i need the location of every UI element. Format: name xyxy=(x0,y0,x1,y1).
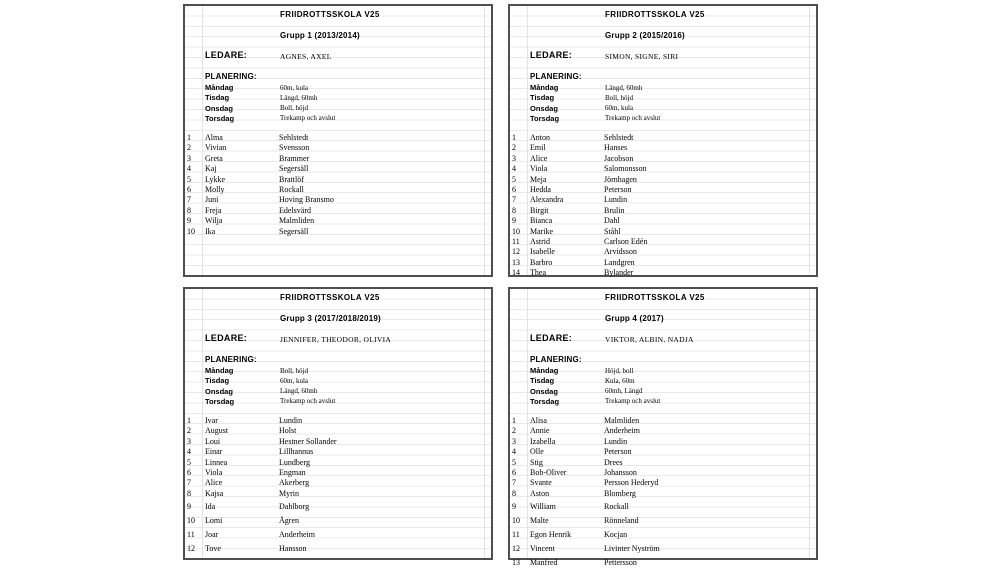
ledare-names: SIMON, SIGNE, SIRI xyxy=(605,52,679,61)
last-name: Lundberg xyxy=(279,457,310,467)
row-number: 6 xyxy=(187,468,191,477)
sheet-title: FRIIDROTTSSKOLA V25 xyxy=(280,293,380,302)
schedule-row xyxy=(185,93,491,103)
last-name: Carlson Edén xyxy=(604,237,648,246)
roster-block xyxy=(510,416,816,567)
row-number: 9 xyxy=(512,216,516,226)
first-name: Anton xyxy=(530,133,550,142)
last-name: Peterson xyxy=(604,185,632,194)
day-label: Onsdag xyxy=(205,103,233,113)
first-name: Alice xyxy=(530,153,548,163)
first-name: William xyxy=(530,501,556,511)
schedule-row xyxy=(510,114,816,124)
day-label: Tisdag xyxy=(205,376,230,386)
day-label: Måndag xyxy=(530,366,559,375)
roster-row xyxy=(185,437,491,447)
roster-row xyxy=(185,227,491,237)
first-name: Joar xyxy=(205,529,219,539)
first-name: Ivar xyxy=(205,416,218,425)
ledare-names: AGNES, AXEL xyxy=(280,52,332,61)
roster-row xyxy=(510,416,816,426)
roster-row xyxy=(185,426,491,436)
day-label: Tisdag xyxy=(530,93,555,103)
roster-row xyxy=(185,143,491,153)
roster-row xyxy=(510,516,816,526)
day-activity: Längd, 60mh xyxy=(605,83,643,92)
last-name: Malmliden xyxy=(604,416,640,425)
roster-row xyxy=(510,237,816,247)
roster-row xyxy=(510,437,816,447)
row-number: 5 xyxy=(187,174,191,184)
roster-row xyxy=(510,133,816,143)
ledare-label: LEDARE: xyxy=(205,333,248,343)
last-name: Blomberg xyxy=(604,488,636,498)
schedule-row xyxy=(510,366,816,376)
first-name: Thea xyxy=(530,268,546,278)
day-activity: 60m, kula xyxy=(280,83,308,92)
schedule-block xyxy=(510,83,816,127)
roster-row xyxy=(510,489,816,499)
roster-row xyxy=(185,133,491,143)
last-name: Lundin xyxy=(279,416,303,425)
day-label: Onsdag xyxy=(530,103,558,113)
day-activity: Trekamp och avslut xyxy=(605,397,661,406)
last-name: Pettersson xyxy=(604,557,637,567)
first-name: Marike xyxy=(530,226,554,236)
roster-row xyxy=(185,195,491,205)
first-name: Freja xyxy=(205,205,222,215)
first-name: Ika xyxy=(205,226,216,236)
day-label: Onsdag xyxy=(530,386,558,396)
group-heading: Grupp 1 (2013/2014) xyxy=(280,31,360,40)
first-name: Barbro xyxy=(530,257,553,267)
first-name: August xyxy=(205,426,229,436)
row-number: 10 xyxy=(187,226,195,236)
roster-row xyxy=(510,258,816,268)
schedule-row xyxy=(510,397,816,407)
roster-block xyxy=(510,133,816,278)
row-number: 13 xyxy=(512,557,520,567)
last-name: Bylander xyxy=(604,268,634,278)
row-number: 5 xyxy=(512,174,516,184)
first-name: Tove xyxy=(205,543,221,553)
roster-row xyxy=(185,458,491,468)
last-name: Sehlstedt xyxy=(604,133,634,142)
row-number: 7 xyxy=(187,195,191,205)
row-number: 7 xyxy=(512,478,516,488)
day-activity: Boll, höjd xyxy=(605,93,634,102)
roster-row xyxy=(185,175,491,185)
planering-label: PLANERING: xyxy=(205,72,257,81)
day-activity: Längd, 60mh xyxy=(280,387,318,396)
schedule-row xyxy=(510,104,816,114)
row-number: 9 xyxy=(512,501,516,511)
last-name: Hanses xyxy=(604,143,628,153)
roster-row xyxy=(185,478,491,488)
group-heading: Grupp 3 (2017/2018/2019) xyxy=(280,314,381,323)
day-label: Tisdag xyxy=(530,376,555,386)
row-number: 3 xyxy=(512,153,516,163)
first-name: Juni xyxy=(205,195,219,205)
last-name: Jörnhagen xyxy=(604,174,637,184)
first-name: Izabella xyxy=(530,436,556,446)
last-name: Hestner Sollander xyxy=(279,436,337,446)
roster-row xyxy=(510,426,816,436)
first-name: Lomi xyxy=(205,515,223,525)
last-name: Segersäll xyxy=(279,164,309,174)
row-number: 5 xyxy=(187,457,191,467)
schedule-block xyxy=(510,366,816,410)
group-heading: Grupp 4 (2017) xyxy=(605,314,664,323)
roster-block xyxy=(185,133,491,275)
schedule-row xyxy=(185,387,491,397)
last-name: Kocjan xyxy=(604,529,628,539)
roster-row xyxy=(185,447,491,457)
first-name: Astrid xyxy=(530,237,550,246)
sheet-title: FRIIDROTTSSKOLA V25 xyxy=(605,10,705,19)
first-name: Meja xyxy=(530,174,547,184)
roster-row xyxy=(185,206,491,216)
ledare-label: LEDARE: xyxy=(205,50,248,60)
row-number: 2 xyxy=(187,143,191,153)
roster-row xyxy=(510,530,816,540)
roster-row xyxy=(185,544,491,554)
first-name: Manfred xyxy=(530,557,558,567)
schedule-row xyxy=(185,104,491,114)
last-name: Rönneland xyxy=(604,515,639,525)
group-sheet-3 xyxy=(183,287,493,560)
roster-row xyxy=(185,216,491,226)
row-number: 6 xyxy=(187,185,191,194)
day-label: Torsdag xyxy=(530,113,560,123)
row-number: 11 xyxy=(512,237,520,246)
row-number: 2 xyxy=(512,426,516,436)
last-name: Segersäll xyxy=(279,226,309,236)
first-name: Loui xyxy=(205,436,221,446)
roster-row xyxy=(510,502,816,512)
first-name: Olle xyxy=(530,447,544,457)
first-name: Wilja xyxy=(205,216,223,226)
day-activity: Boll, höjd xyxy=(280,366,309,375)
row-number: 12 xyxy=(512,247,520,257)
first-name: Bob-Oliver xyxy=(530,468,567,477)
day-activity: Boll, höjd xyxy=(280,104,309,113)
roster-row xyxy=(185,185,491,195)
row-number: 8 xyxy=(512,488,516,498)
row-number: 11 xyxy=(512,529,520,539)
roster-row xyxy=(510,185,816,195)
schedule-row xyxy=(185,114,491,124)
roster-row xyxy=(510,227,816,237)
row-number: 3 xyxy=(187,153,191,163)
roster-row xyxy=(510,216,816,226)
row-number: 4 xyxy=(187,164,191,174)
row-number: 10 xyxy=(187,515,195,525)
roster-row xyxy=(510,206,816,216)
roster-row xyxy=(185,416,491,426)
first-name: Alexandra xyxy=(530,195,564,205)
first-name: Vincent xyxy=(530,543,555,553)
roster-row xyxy=(510,175,816,185)
roster-row xyxy=(185,516,491,526)
roster-row xyxy=(510,268,816,278)
roster-row xyxy=(510,154,816,164)
roster-row xyxy=(510,447,816,457)
last-name: Lundin xyxy=(604,436,628,446)
last-name: Jacobson xyxy=(604,153,634,163)
last-name: Engman xyxy=(279,468,306,477)
row-number: 7 xyxy=(512,195,516,205)
row-number: 10 xyxy=(512,515,520,525)
roster-row xyxy=(510,247,816,257)
first-name: Egon Henrik xyxy=(530,529,572,539)
last-name: Edelsvärd xyxy=(279,205,311,215)
first-name: Viola xyxy=(205,468,223,477)
row-number: 3 xyxy=(187,436,191,446)
schedule-row xyxy=(185,83,491,93)
schedule-row xyxy=(185,397,491,407)
group-sheet-1 xyxy=(183,4,493,277)
roster-row xyxy=(185,154,491,164)
schedule-row xyxy=(510,376,816,386)
row-number: 12 xyxy=(187,543,195,553)
row-number: 7 xyxy=(187,478,191,488)
group-sheet-4 xyxy=(508,287,818,567)
first-name: Bianca xyxy=(530,216,553,226)
roster-row xyxy=(510,164,816,174)
last-name: Brulin xyxy=(604,205,625,215)
roster-row xyxy=(510,195,816,205)
first-name: Einar xyxy=(205,447,223,457)
row-number: 12 xyxy=(512,543,520,553)
last-name: Rockall xyxy=(279,185,304,194)
last-name: Drees xyxy=(604,457,623,467)
last-name: Lundin xyxy=(604,195,628,205)
first-name: Molly xyxy=(205,185,225,194)
roster-row xyxy=(510,458,816,468)
roster-row xyxy=(185,489,491,499)
day-activity: 60m, kula xyxy=(280,376,308,385)
day-activity: Trekamp och avslut xyxy=(280,114,336,123)
row-number: 6 xyxy=(512,185,516,194)
row-number: 4 xyxy=(187,447,191,457)
first-name: Malte xyxy=(530,515,549,525)
first-name: Annie xyxy=(530,426,550,436)
roster-row xyxy=(510,468,816,478)
last-name: Hoving Bransmo xyxy=(279,195,334,205)
last-name: Landgren xyxy=(604,257,635,267)
day-label: Torsdag xyxy=(205,113,235,123)
last-name: Ågren xyxy=(279,515,299,525)
ledare-label: LEDARE: xyxy=(530,333,573,343)
first-name: Linnea xyxy=(205,457,228,467)
row-number: 2 xyxy=(187,426,191,436)
last-name: Hansson xyxy=(279,543,307,553)
last-name: Myrin xyxy=(279,488,299,498)
day-label: Måndag xyxy=(530,83,559,92)
row-number: 1 xyxy=(187,133,191,142)
row-number: 5 xyxy=(512,457,516,467)
day-activity: Trekamp och avslut xyxy=(605,114,661,123)
first-name: Aston xyxy=(530,488,550,498)
schedule-row xyxy=(510,93,816,103)
ledare-names: VIKTOR, ALBIN, NADJA xyxy=(605,335,694,344)
first-name: Birgit xyxy=(530,205,549,215)
day-label: Måndag xyxy=(205,366,234,375)
last-name: Brammer xyxy=(279,153,310,163)
ledare-names: JENNIFER, THEODOR, OLIVIA xyxy=(280,335,392,344)
row-number: 6 xyxy=(512,468,516,477)
first-name: Lykke xyxy=(205,174,225,184)
row-number: 3 xyxy=(512,436,516,446)
planering-label: PLANERING: xyxy=(205,355,257,364)
day-label: Måndag xyxy=(205,83,234,92)
planering-label: PLANERING: xyxy=(530,355,582,364)
day-activity: Kula, 60m xyxy=(605,376,635,385)
roster-row xyxy=(510,143,816,153)
schedule-row xyxy=(185,366,491,376)
schedule-row xyxy=(185,376,491,386)
group-heading: Grupp 2 (2015/2016) xyxy=(605,31,685,40)
first-name: Hedda xyxy=(530,185,551,194)
last-name: Johansson xyxy=(604,468,637,477)
first-name: Greta xyxy=(205,153,223,163)
row-number: 9 xyxy=(187,216,191,226)
day-label: Onsdag xyxy=(205,386,233,396)
roster-row xyxy=(510,558,816,568)
first-name: Isabelle xyxy=(530,247,555,257)
row-number: 8 xyxy=(187,488,191,498)
last-name: Malmliden xyxy=(279,216,315,226)
row-number: 1 xyxy=(512,133,516,142)
row-number: 4 xyxy=(512,164,516,174)
day-label: Torsdag xyxy=(530,396,560,406)
row-number: 4 xyxy=(512,447,516,457)
sheet-title: FRIIDROTTSSKOLA V25 xyxy=(605,293,705,302)
last-name: Rockall xyxy=(604,501,629,511)
last-name: Svensson xyxy=(279,143,310,153)
group-sheet-2 xyxy=(508,4,818,277)
first-name: Ida xyxy=(205,501,216,511)
row-number: 10 xyxy=(512,226,520,236)
last-name: Arvidsson xyxy=(604,247,637,257)
day-activity: Trekamp och avslut xyxy=(280,397,336,406)
last-name: Ståhl xyxy=(604,226,621,236)
first-name: Alma xyxy=(205,133,223,142)
first-name: Viola xyxy=(530,164,548,174)
planering-label: PLANERING: xyxy=(530,72,582,81)
row-number: 11 xyxy=(187,529,195,539)
row-number: 8 xyxy=(512,205,516,215)
last-name: Lillhannus xyxy=(279,447,314,457)
first-name: Svante xyxy=(530,478,552,488)
last-name: Brattlöf xyxy=(279,174,304,184)
day-activity: Längd, 60mh xyxy=(280,93,318,102)
first-name: Stig xyxy=(530,457,543,467)
row-number: 1 xyxy=(512,416,516,425)
first-name: Vivian xyxy=(205,143,227,153)
last-name: Dahl xyxy=(604,216,620,226)
first-name: Alisa xyxy=(530,416,547,425)
row-number: 2 xyxy=(512,143,516,153)
row-number: 14 xyxy=(512,268,520,278)
roster-block xyxy=(185,416,491,558)
last-name: Dahlborg xyxy=(279,501,310,511)
schedule-row xyxy=(510,387,816,397)
day-label: Tisdag xyxy=(205,93,230,103)
last-name: Peterson xyxy=(604,447,632,457)
roster-row xyxy=(185,164,491,174)
day-label: Torsdag xyxy=(205,396,235,406)
last-name: Anderheim xyxy=(604,426,640,436)
roster-row xyxy=(510,544,816,554)
day-activity: 60m, kula xyxy=(605,104,633,113)
row-number: 13 xyxy=(512,257,520,267)
schedule-row xyxy=(510,83,816,93)
last-name: Anderheim xyxy=(279,529,315,539)
roster-row xyxy=(185,502,491,512)
last-name: Salomonsson xyxy=(604,164,647,174)
row-number: 1 xyxy=(187,416,191,425)
last-name: Akerberg xyxy=(279,478,310,488)
day-activity: 60mh, Längd xyxy=(605,387,643,396)
schedule-block xyxy=(185,366,491,410)
row-number: 9 xyxy=(187,501,191,511)
schedule-block xyxy=(185,83,491,127)
first-name: Alice xyxy=(205,478,223,488)
day-activity: Höjd, boll xyxy=(605,366,634,375)
roster-row xyxy=(185,530,491,540)
last-name: Holst xyxy=(279,426,297,436)
ledare-label: LEDARE: xyxy=(530,50,573,60)
first-name: Emil xyxy=(530,143,546,153)
first-name: Kajsa xyxy=(205,488,224,498)
last-name: Livinter Nyström xyxy=(604,543,660,553)
last-name: Persson Hederyd xyxy=(604,478,659,488)
first-name: Kaj xyxy=(205,164,217,174)
sheet-title: FRIIDROTTSSKOLA V25 xyxy=(280,10,380,19)
roster-row xyxy=(510,478,816,488)
last-name: Sehlstedt xyxy=(279,133,309,142)
row-number: 8 xyxy=(187,205,191,215)
roster-row xyxy=(185,468,491,478)
